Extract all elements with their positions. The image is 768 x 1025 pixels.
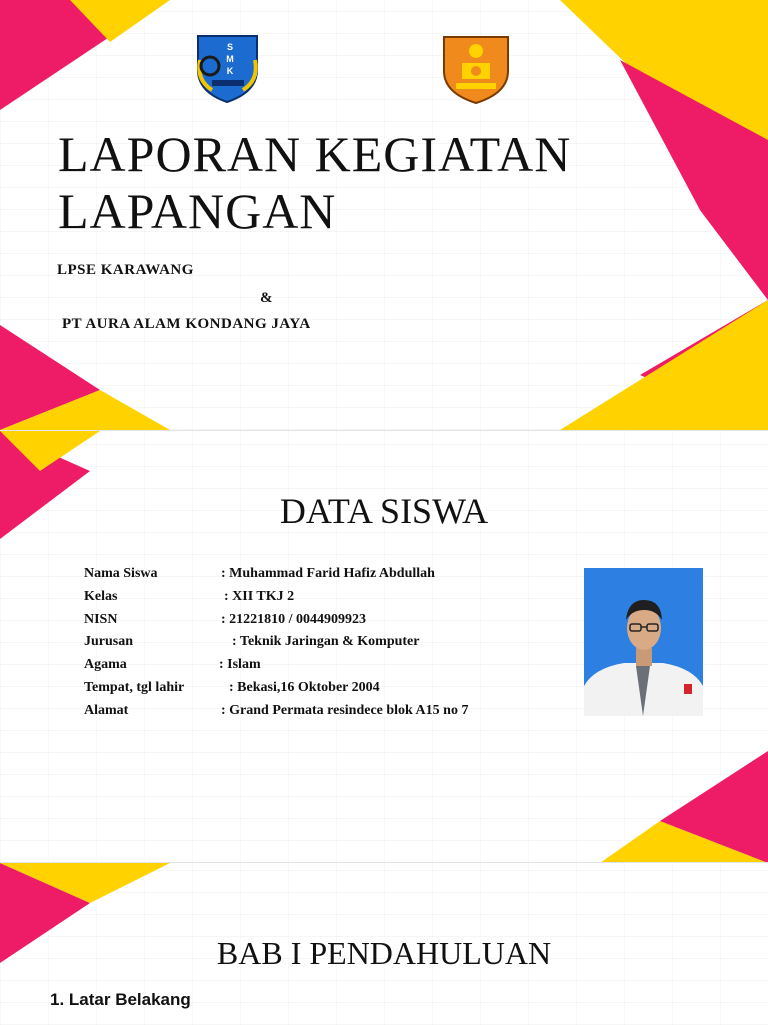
info-value: : Teknik Jaringan & Komputer: [232, 634, 420, 650]
subtitle-company: PT AURA ALAM KONDANG JAYA: [62, 316, 311, 332]
info-label: Jurusan: [84, 634, 134, 650]
smkn-1-karawang-logo: [440, 33, 512, 105]
svg-text:M: M: [226, 54, 234, 64]
info-value: : Muhammad Farid Hafiz Abdullah: [221, 566, 435, 581]
info-value: : Islam: [219, 657, 261, 673]
info-value: : Grand Permata resindece blok A15 no 7: [221, 702, 469, 718]
info-value: : Bekasi,16 Oktober 2004: [229, 679, 380, 695]
info-label: Alamat: [84, 702, 129, 718]
subtitle-ampersand: &: [260, 290, 273, 306]
bab1-heading: BAB I PENDAHULUAN: [216, 935, 552, 971]
svg-text:K: K: [226, 66, 234, 76]
subtitle-lpse: LPSE KARAWANG: [57, 262, 194, 278]
info-value: : 21221810 / 0044909923: [221, 611, 367, 627]
info-label: NISN: [84, 611, 118, 627]
section-latar-belakang: 1. Latar Belakang: [50, 990, 191, 1009]
smk-negeri-karawang-logo: [190, 30, 265, 105]
info-label: Agama: [84, 657, 127, 673]
data-siswa-heading: DATA SISWA: [279, 491, 489, 531]
student-photo: [584, 568, 703, 716]
info-label: Kelas: [84, 588, 118, 604]
info-value: : XII TKJ 2: [224, 588, 295, 604]
cover-page: [0, 0, 768, 430]
info-label: Nama Siswa: [84, 566, 158, 581]
svg-text:S: S: [226, 42, 234, 52]
info-label: Tempat, tgl lahir: [84, 679, 185, 695]
report-title: LAPORAN KEGIATAN LAPANGAN: [58, 126, 572, 239]
